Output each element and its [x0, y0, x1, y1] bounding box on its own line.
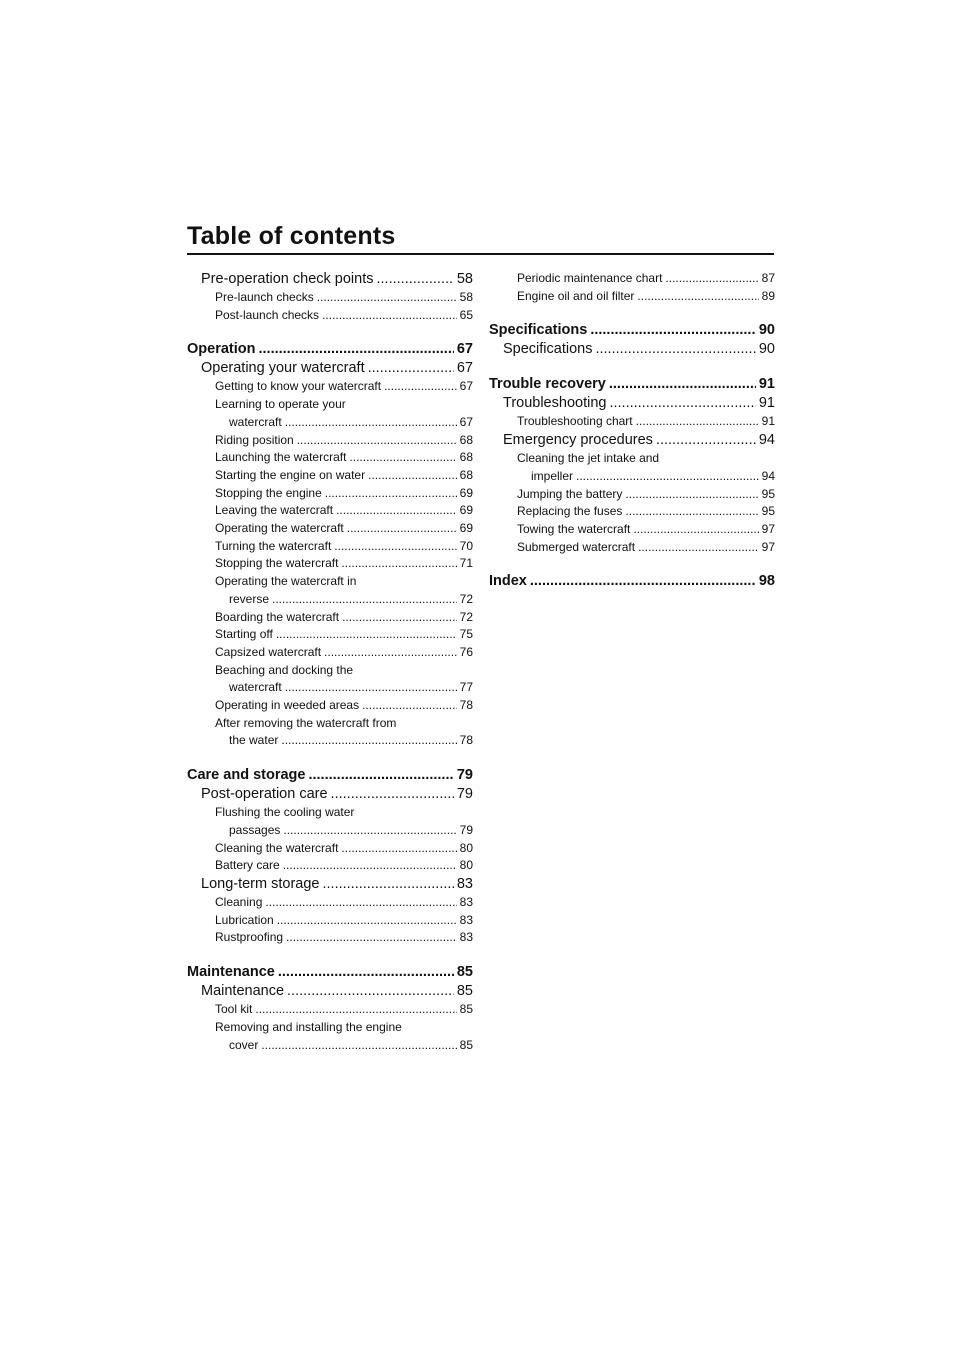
toc-page-number: 68: [459, 432, 473, 447]
dot-leader: [368, 359, 454, 378]
dot-leader: [377, 270, 454, 289]
toc-entry-text: Operating the watercraft: [215, 521, 344, 536]
dot-leader: [334, 538, 456, 556]
toc-page-number: 85: [459, 1037, 473, 1052]
toc-page-number: 76: [459, 644, 473, 659]
toc-page-number: 91: [758, 395, 775, 412]
toc-entry-long-term-storage[interactable]: [187, 875, 473, 894]
toc-page-number: 85: [459, 1002, 473, 1017]
toc-entry-text: Troubleshooting: [503, 395, 607, 412]
toc-entry-text: Post-operation care: [201, 786, 328, 803]
dot-leader: [636, 413, 759, 431]
toc-entry-operating-your-watercraft[interactable]: [187, 359, 473, 378]
dot-leader: [331, 785, 454, 804]
toc-entry-cleaning-the-watercraft[interactable]: [187, 840, 473, 858]
dot-leader: [297, 432, 457, 450]
toc-entry-continuation: watercraft: [229, 414, 282, 429]
toc-entry-flushing-the-cooling-water[interactable]: [187, 804, 473, 839]
dot-leader: [638, 539, 759, 557]
toc-entry-battery-care[interactable]: [187, 857, 473, 875]
toc-entry-text: Rustproofing: [215, 930, 284, 945]
toc-entry-text: After removing the watercraft from: [215, 715, 397, 730]
toc-page-number: 91: [761, 414, 775, 429]
toc-entry-cleaning-the-jet-intake-and[interactable]: [489, 450, 775, 485]
toc-page-number: 90: [758, 341, 775, 358]
dot-leader: [625, 486, 758, 504]
toc-entry-text: Flushing the cooling water: [215, 805, 355, 820]
toc-entry-continuation: impeller: [531, 468, 574, 483]
toc-page-number: 67: [459, 414, 473, 429]
toc-entry-text: Specifications: [503, 341, 593, 358]
toc-page-number: 94: [758, 432, 775, 449]
dot-leader: [277, 912, 457, 930]
toc-entry-periodic-maintenance-chart[interactable]: [489, 270, 775, 288]
toc-page-number: 72: [459, 609, 473, 624]
toc-entry-stopping-the-engine[interactable]: [187, 485, 473, 503]
toc-entry-engine-oil-and-oil-filter[interactable]: [489, 288, 775, 306]
toc-entry-text: Stopping the engine: [215, 485, 322, 500]
toc-page-number: 95: [761, 504, 775, 519]
toc-entry-jumping-the-battery[interactable]: [489, 486, 775, 504]
toc-page-number: 68: [459, 467, 473, 482]
toc-page-number: 67: [459, 379, 473, 394]
toc-entry-tool-kit[interactable]: [187, 1001, 473, 1019]
toc-entry-text: Periodic maintenance chart: [517, 271, 663, 285]
toc-entry-text: Operating in weeded areas: [215, 698, 360, 713]
toc-entry-text: Submerged watercraft: [517, 539, 636, 554]
dot-leader: [261, 1037, 456, 1055]
dot-leader: [258, 340, 453, 359]
toc-entry-post-launch-checks[interactable]: [187, 307, 473, 325]
toc-page-number: 80: [459, 840, 473, 855]
toc-page-number: 69: [459, 485, 473, 500]
toc-entry-text: Leaving the watercraft: [215, 503, 334, 518]
toc-page-number: 97: [761, 539, 775, 554]
toc-entry-operating-in-weeded-areas[interactable]: [187, 697, 473, 715]
toc-entry-continuation: passages: [229, 822, 281, 837]
dot-leader: [347, 520, 457, 538]
dot-leader: [272, 591, 457, 609]
toc-page-number: 58: [459, 290, 473, 304]
toc-page-number: 67: [456, 360, 473, 377]
toc-page-number: 83: [459, 894, 473, 909]
page-title: Table of contents: [187, 222, 396, 250]
toc-entry-turning-the-watercraft[interactable]: [187, 538, 473, 556]
dot-leader: [283, 822, 456, 840]
toc-entry-text: Engine oil and oil filter: [517, 288, 635, 303]
toc-entry-text: Towing the watercraft: [517, 521, 631, 536]
toc-entry-text: Learning to operate your: [215, 397, 346, 412]
toc-entry-text: Pre-operation check points: [201, 271, 374, 287]
toc-entry-text: Turning the watercraft: [215, 538, 332, 553]
dot-leader: [325, 485, 457, 503]
dot-leader: [336, 502, 457, 520]
dot-leader: [278, 963, 454, 982]
toc-entry-operating-the-watercraft[interactable]: [187, 520, 473, 538]
toc-entry-text: Maintenance: [201, 983, 285, 1000]
toc-page-number: 68: [459, 450, 473, 465]
toc-page-number: 89: [761, 288, 775, 303]
dot-leader: [625, 503, 758, 521]
dot-leader: [637, 288, 758, 306]
toc-entry-text: Beaching and docking the: [215, 662, 354, 677]
dot-leader: [384, 378, 457, 396]
toc-entry-text: Post-launch checks: [215, 307, 320, 322]
toc-entry-removing-and-installing-the-engine[interactable]: [187, 1019, 473, 1054]
dot-leader: [656, 431, 756, 450]
toc-entry-learning-to-operate-your[interactable]: [187, 396, 473, 431]
toc-entry-text: Launching the watercraft: [215, 450, 347, 465]
toc-page-number: 83: [459, 912, 473, 927]
toc-entry-text: Starting the engine on water: [215, 467, 366, 482]
dot-leader: [576, 468, 759, 486]
dot-leader: [368, 467, 457, 485]
dot-leader: [322, 307, 457, 325]
toc-entry-starting-off[interactable]: [187, 626, 473, 644]
toc-page-number: 72: [459, 591, 473, 606]
toc-entry-troubleshooting-chart[interactable]: [489, 413, 775, 431]
dot-leader: [349, 449, 456, 467]
toc-entry-text: Battery care: [215, 858, 280, 873]
toc-page-number: 98: [758, 573, 775, 590]
dot-leader: [609, 375, 756, 394]
dot-leader: [285, 679, 457, 697]
dot-leader: [590, 321, 756, 340]
toc-page-number: 78: [459, 733, 473, 748]
toc-entry-text: Capsized watercraft: [215, 644, 322, 659]
toc-entry-text: Operation: [187, 341, 256, 358]
dot-leader: [276, 626, 457, 644]
toc-entry-text: Cleaning: [215, 894, 263, 909]
toc-entry-continuation: reverse: [229, 591, 270, 606]
toc-page-number: 77: [459, 680, 473, 695]
toc-page-number: 75: [459, 627, 473, 642]
toc-entry-pre-launch-checks[interactable]: [187, 289, 473, 307]
toc-entry-troubleshooting[interactable]: [489, 394, 775, 413]
toc-entry-text: Emergency procedures: [503, 432, 653, 449]
toc-entry-launching-the-watercraft[interactable]: [187, 449, 473, 467]
toc-page-number: 71: [459, 556, 473, 571]
toc-entry-text: Stopping the watercraft: [215, 556, 339, 571]
toc-entry-stopping-the-watercraft[interactable]: [187, 555, 473, 573]
toc-page-number: 87: [761, 271, 775, 285]
toc-page-number: 85: [456, 983, 473, 1000]
dot-leader: [609, 394, 755, 413]
toc-entry-lubrication[interactable]: [187, 912, 473, 930]
toc-entry-text: Removing and installing the engine: [215, 1019, 402, 1034]
dot-leader: [308, 766, 453, 785]
toc-entry-text: Troubleshooting chart: [517, 414, 633, 429]
toc-entry-capsized-watercraft[interactable]: [187, 644, 473, 662]
toc-entry-text: Tool kit: [215, 1002, 253, 1017]
toc-page-number: 95: [761, 486, 775, 501]
dot-leader: [317, 289, 457, 307]
toc-entry-text: Maintenance: [187, 964, 275, 981]
toc-entry-specifications[interactable]: [489, 340, 775, 359]
toc-page-number: 58: [456, 271, 473, 287]
toc-entry-text: Cleaning the watercraft: [215, 840, 339, 855]
toc-entry-emergency-procedures[interactable]: [489, 431, 775, 450]
dot-leader: [287, 982, 454, 1001]
toc-entry-operation[interactable]: [187, 340, 473, 359]
toc-entry-boarding-the-watercraft[interactable]: [187, 609, 473, 627]
toc-entry-index[interactable]: [489, 572, 775, 591]
toc-entry-replacing-the-fuses[interactable]: [489, 503, 775, 521]
toc-entry-text: Specifications: [489, 322, 588, 339]
dot-leader: [633, 521, 758, 539]
toc-page-number: 97: [761, 521, 775, 536]
dot-leader: [530, 572, 756, 591]
toc-entry-trouble-recovery[interactable]: [489, 375, 775, 394]
toc-entry-leaving-the-watercraft[interactable]: [187, 502, 473, 520]
toc-entry-continuation: watercraft: [229, 680, 282, 695]
dot-leader: [265, 894, 456, 912]
toc-entry-text: Pre-launch checks: [215, 290, 314, 304]
dot-leader: [341, 840, 456, 858]
toc-entry-text: Long-term storage: [201, 875, 320, 892]
toc-page-number: 69: [459, 521, 473, 536]
toc-page-number: 79: [456, 767, 473, 784]
toc-entry-text: Operating your watercraft: [201, 360, 365, 377]
dot-leader: [286, 929, 457, 947]
toc-page-number: 79: [459, 822, 473, 837]
dot-leader: [595, 340, 755, 359]
toc-entry-text: Trouble recovery: [489, 376, 606, 393]
toc-entry-submerged-watercraft[interactable]: [489, 539, 775, 557]
toc-entry-text: Replacing the fuses: [517, 504, 623, 519]
toc-entry-getting-to-know-your-watercraft[interactable]: [187, 378, 473, 396]
toc-page-number: 90: [758, 322, 775, 339]
toc-page-number: 78: [459, 698, 473, 713]
toc-entry-rustproofing[interactable]: [187, 929, 473, 947]
toc-entry-text: Cleaning the jet intake and: [517, 451, 660, 466]
dot-leader: [324, 644, 457, 662]
toc-entry-operating-the-watercraft-in[interactable]: [187, 573, 473, 608]
dot-leader: [341, 555, 456, 573]
toc-page-number: 65: [459, 307, 473, 322]
dot-leader: [281, 732, 456, 750]
toc-entry-pre-operation-check-points[interactable]: [187, 270, 473, 289]
toc-entry-maintenance[interactable]: [187, 963, 473, 982]
toc-page-number: 67: [456, 341, 473, 358]
toc-page-number: 83: [459, 930, 473, 945]
toc-entry-starting-the-engine-on-water[interactable]: [187, 467, 473, 485]
dot-leader: [665, 270, 758, 288]
toc-column-right: [489, 270, 775, 591]
toc-entry-beaching-and-docking-the[interactable]: [187, 662, 473, 697]
toc-page-number: 80: [459, 858, 473, 873]
toc-page-number: 83: [456, 875, 473, 892]
toc-entry-text: Riding position: [215, 432, 294, 447]
toc-entry-cleaning[interactable]: [187, 894, 473, 912]
title-rule: [187, 253, 774, 255]
toc-entry-towing-the-watercraft[interactable]: [489, 521, 775, 539]
toc-entry-specifications[interactable]: [489, 321, 775, 340]
toc-entry-text: Starting off: [215, 627, 273, 642]
toc-entry-text: Care and storage: [187, 767, 306, 784]
dot-leader: [255, 1001, 456, 1019]
toc-entry-text: Getting to know your watercraft: [215, 379, 382, 394]
toc-entry-continuation: cover: [229, 1037, 259, 1052]
dot-leader: [285, 414, 457, 432]
dot-leader: [283, 857, 457, 875]
toc-entry-maintenance[interactable]: [187, 982, 473, 1001]
toc-page-number: 70: [459, 538, 473, 553]
toc-entry-continuation: the water: [229, 733, 279, 748]
toc-page-number: 91: [758, 376, 775, 393]
toc-entry-text: Boarding the watercraft: [215, 609, 340, 624]
toc-entry-text: Operating the watercraft in: [215, 574, 357, 589]
toc-entry-text: Lubrication: [215, 912, 274, 927]
toc-entry-text: Jumping the battery: [517, 486, 623, 501]
dot-leader: [362, 697, 457, 715]
dot-leader: [322, 875, 453, 894]
toc-page-number: 69: [459, 503, 473, 518]
dot-leader: [342, 609, 457, 627]
toc-entry-post-operation-care[interactable]: [187, 785, 473, 804]
toc-page-number: 79: [456, 786, 473, 803]
toc-entry-after-removing-the-watercraft-from[interactable]: [187, 715, 473, 750]
toc-entry-care-and-storage[interactable]: [187, 766, 473, 785]
toc-entry-text: Index: [489, 573, 527, 590]
toc-column-left: [187, 270, 473, 1054]
toc-entry-riding-position[interactable]: [187, 432, 473, 450]
toc-page-number: 94: [761, 468, 775, 483]
toc-page-number: 85: [456, 964, 473, 981]
